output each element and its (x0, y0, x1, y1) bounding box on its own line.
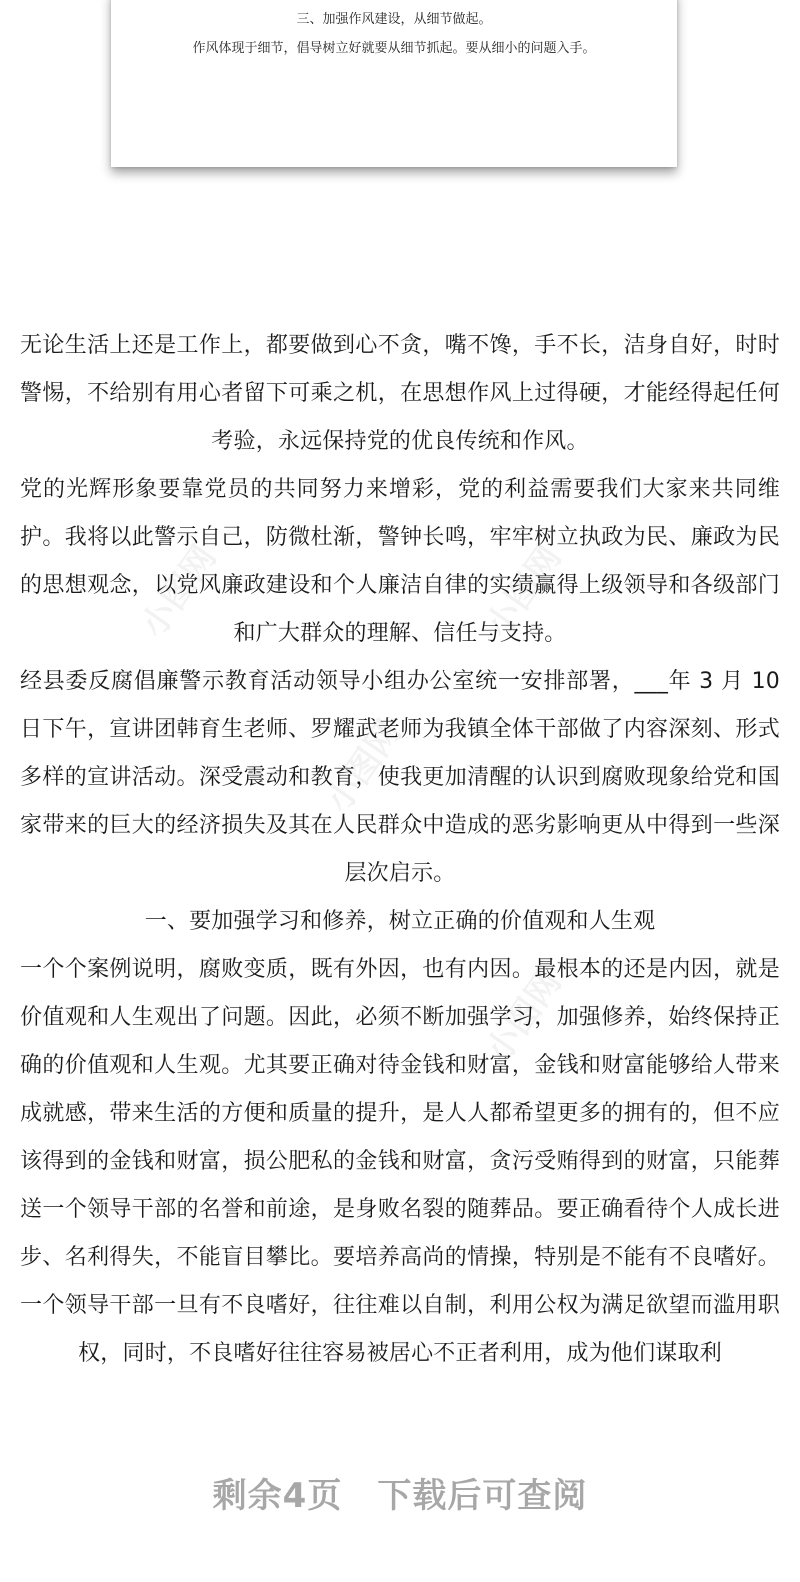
watermark: 小图网 (318, 713, 410, 820)
preview-page-card (111, 0, 677, 167)
preview-heading: 三、加强作风建设，从细节做起。 (296, 12, 492, 27)
section-heading: 一、要加强学习和修养，树立正确的价值观和人生观 (144, 909, 656, 934)
paragraph: 一个个案例说明，腐败变质，既有外因，也有内因。最根本的还是内因，就是价值观和人生观出了问题。因此，必须不断加强学习，加强修养，始终保持正确的价值观和人生观。尤其要正确对待金钱和财富，金钱和财富能够给人带来成就感，带来生活的方便和质量的提升，是人人都希望更多的拥有的，但不应该得到的金钱和财富，损公肥私的金钱和财富，贪污受贿得到的财富，只能葬送一个领导干部的名誉和前途，是身败名裂的随葬品。要正确看待个人成长进步、名利得失，不能盲目攀比。要培养高尚的情操，特别是不能有不良嗜好。一个领导干部一旦有不良嗜好，往往难以自制，利用公权为满足欲望而滥用职权，同时，不良嗜好往往容易被居心不正者利用，成为他们谋取利 (20, 957, 780, 1366)
preview-text: 作风体现于细节，倡导树立好就要从细节抓起。要从细小的问题入手。 (192, 41, 596, 56)
watermark: 小图网 (478, 538, 570, 645)
paragraph: 无论生活上还是工作上，都要做到心不贪，嘴不馋，手不长，洁身自好，时时警惕，不给别有用心者留下可乘之机，在思想作风上过得硬，才能经得起任何考验，永远保持党的优良传统和作风。 (20, 333, 780, 454)
watermark: 小图网 (133, 538, 225, 645)
document-body (20, 322, 780, 1378)
paragraph: 党的光辉形象要靠党员的共同努力来增彩，党的利益需要我们大家来共同维护。我将以此警示自己，防微杜渐，警钟长鸣，牢牢树立执政为民、廉政为民的思想观念，以党风廉政建设和个人廉洁自律的实绩赢得上级领导和各级部门和广大群众的理解、信任与支持。 (20, 477, 780, 646)
remaining-pages-notice[interactable]: 剩余4页 下载后可查阅 (212, 1476, 588, 1516)
paragraph: 经县委反腐倡廉警示教育活动领导小组办公室统一安排部署，___年 3 月 10 日下午，宣讲团韩育生老师、罗耀武老师为我镇全体干部做了内容深刻、形式多样的宣讲活动。深受震动和教育，使我更加清醒的认识到腐败现象给党和国家带来的巨大的经济损失及其在人民群众中造成的恶劣影响更从中得到一些深层次启示。 (20, 669, 780, 886)
watermark: 小图网 (478, 963, 570, 1070)
